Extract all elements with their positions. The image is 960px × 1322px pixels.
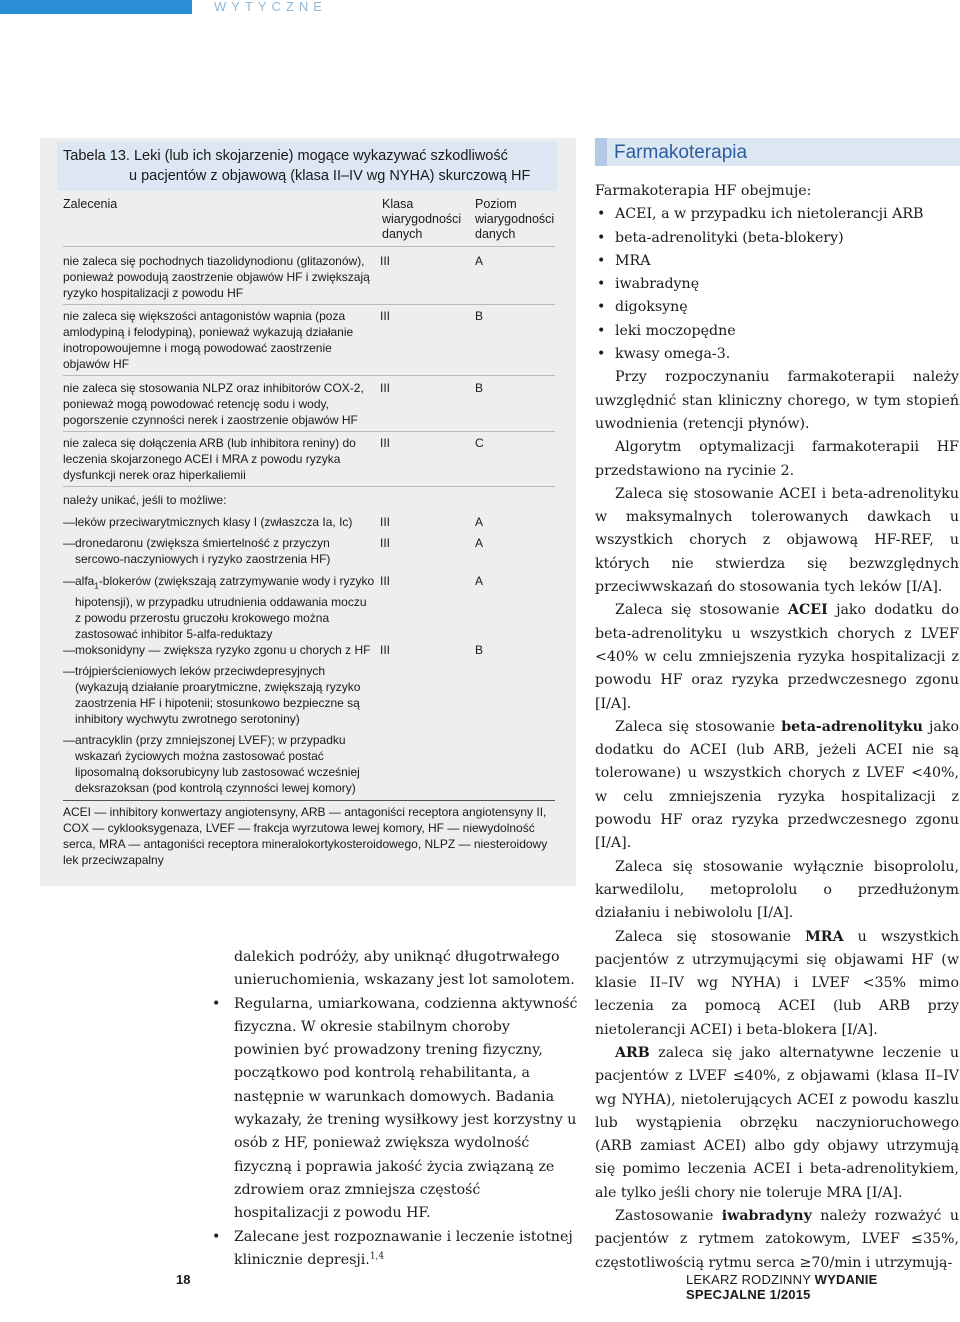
list-item: • ACEI, a w przypadku ich nietolerancji ARB xyxy=(597,206,924,223)
table-footnote: ACEI — inhibitory konwertazy angiotensyny, ARB — antagoniści receptora angiotensyny II, COX — cyklooksygenaza, LVEF — frakcja wyrzutowa lewej komory, HF — niewydolność serca, MRA — antagoniści receptora mineralokortykosteroidowego, NLPZ — niesteroidowy lek przeciwzapalny xyxy=(63,805,548,867)
row-level: A xyxy=(475,254,484,268)
avoid-intro: należy unikać, jeśli to możliwe: xyxy=(63,493,227,507)
table-row: nie zaleca się większości antagonistów wapnia (poza amlodypiną i felodypiną), ponieważ wykazują działanie inotropowoujemne i mogą powodować zaostrzenie objawów HF xyxy=(63,309,354,371)
table-rule xyxy=(63,304,555,305)
section-label: WYTYCZNE xyxy=(214,0,327,14)
list-item: • beta-adrenolityki (beta-blokery) xyxy=(597,229,844,246)
row-level: A xyxy=(475,574,484,588)
row-level: B xyxy=(475,643,484,657)
list-item: • digoksynę xyxy=(597,299,688,316)
col-header-class: Klasa wiarygodności danych xyxy=(382,197,462,241)
row-class: III xyxy=(380,381,391,395)
list-item: • iwabradynę xyxy=(597,276,700,293)
row-class: III xyxy=(380,515,391,529)
list-item: • Zalecane jest rozpoznawanie i leczenie istotnej klinicznie depresji.$^{1,4}$ xyxy=(212,1228,573,1268)
table-rule xyxy=(63,246,555,247)
table-rule xyxy=(63,375,555,376)
row-level: C xyxy=(475,436,484,450)
col-header-level: Poziom wiarygodności danych xyxy=(475,197,555,241)
list-item: • MRA xyxy=(597,252,651,269)
row-class: III xyxy=(380,254,391,268)
table-rule xyxy=(63,800,555,801)
section-heading: Farmakoterapia xyxy=(614,142,748,163)
lower-text: dalekich podróży, aby uniknąć długotrwałego unieruchomienia, wskazany jest lot samolotem. • Regularna, umiarkowana, codzienna aktywność fizyczna. W okresie stabilnym choroby powinien być prowadzony trening fizyczny, początkowo pod kontrolą rehabilitanta, a następnie w warunkach domowych. Badania wykazały, że trening wysiłkowy jest korzystny u osób z HF, ponieważ zwiększa wydolność fizyczną i poprawia jakość życia związaną ze zdrowiem oraz zmniejsza częstość hospitalizacji z powodu HF. • Zalecane jest rozpoznawanie i leczenie istotnej klinicznie depresji.$^{1,4}$ xyxy=(210,946,578,1272)
table-row: nie zaleca się dołączenia ARB (lub inhibitora reniny) do leczenia skojarzonego ACEI i MRA z powodu ryzyka dysfunkcji nerek oraz hiperkaliemii xyxy=(63,436,356,482)
list-item: • leki moczopędne xyxy=(597,322,736,339)
list-item: • Regularna, umiarkowana, codzienna aktywność fizyczna. W okresie stabilnym choroby powinien być prowadzony trening fizyczny, początkowo pod kontrolą rehabilitanta, a następnie w warunkach domowych. Badania wykazały, że trening wysiłkowy jest korzystny u osób z HF, ponieważ zwiększa wydolność fizyczną i poprawia jakość życia związaną ze zdrowiem oraz zmniejsza częstość hospitalizacji z powodu HF. xyxy=(212,995,578,1222)
page-number: 18 xyxy=(176,1272,191,1287)
list-item: • kwasy omega-3. xyxy=(597,346,731,363)
row-class: III xyxy=(380,536,391,550)
row-class: III xyxy=(380,643,391,657)
right-column-text: Farmakoterapia HF obejmuje: • ACEI, a w przypadku ich nietolerancji ARB • beta-adrenolityki (beta-blokery) • MRA • iwabradynę • digoksynę • leki moczopędne • kwasy omega-3. Przy rozpoczynaniu farmakoterapii należy uwzględnić stan kliniczny chorego, w tym stopień uwodnienia (retencji płynów). Algorytm optymalizacji farmakoterapii HF przedstawiono na rycinie 2. Zaleca się stosowanie ACEI i beta-adrenolityku w maksymalnych tolerowanych dawkach u wszystkich chorych z objawową HF-REF, u których nie stwierdza się bezwzględnych przeciwwskazań do stosowania tych leków [I/A]. Zaleca się stosowanie ACEI jako dodatku do beta-adrenolityku u wszystkich chorych z LVEF <40% w celu zmniejszenia ryzyka hospitalizacji z powodu HF oraz ryzyka przedwczesnego zgonu [I/A]. Zaleca się stosowanie beta-adrenolityku jako dodatku do ACEI (lub ARB, jeżeli ACEI nie są tolerowane) u wszystkich chorych z LVEF <40%, w celu zmniejszenia ryzyka hospitalizacji z powodu HF oraz ryzyka przedwczesnego zgonu [I/A]. Zaleca się stosowanie wyłącznie bisoprololu, karwedilolu, metoprololu o przedłużonym działaniu i nebiwololu [I/A]. Zaleca się stosowanie MRA u wszystkich pacjentów z utrzymującymi się objawami HF (w klasie II–IV wg NYHA) i LVEF <35% mimo leczenia za pomocą ACEI (lub ARB przy nietolerancji ACEI) i beta-blokera [I/A]. ARB zaleca się jako alternatywne leczenie u pacjentów z LVEF ≤40%, z objawami (klasa II–IV wg NYHA), nietolerujących ACEI z powodu kaszlu lub wystąpienia obrzęku naczynioruchowego (ARB zamiast ACEI) albo gdy objawy utrzymują się pomimo leczenia ACEI i beta-adrenolitykiem, ale tylko jeśli chory nie toleruje MRA [I/A]. Zastosowanie iwabradyny należy rozważyć u pacjentów z rytmem zatokowym, LVEF ≤35%, częstotliwością rytmu serca ≥70/min i utrzymują- xyxy=(595,183,960,1271)
col-header-recommendation: Zalecenia xyxy=(63,197,118,211)
row-level: A xyxy=(475,536,484,550)
table-title: Tabela 13. Leki (lub ich skojarzenie) mogące wykazywać szkodliwość u pacjentów z objawową (klasa II–IV wg NYHA) skurczową HF xyxy=(63,148,531,184)
header-accent-bar xyxy=(0,0,192,14)
section-heading-bar xyxy=(595,138,607,166)
row-class: III xyxy=(380,436,391,450)
row-level: B xyxy=(475,381,484,395)
row-level: A xyxy=(475,515,484,529)
table-rule xyxy=(63,486,555,487)
journal-name: LEKARZ RODZINNY WYDANIE SPECJALNE 1/2015 xyxy=(686,1272,878,1302)
table-rule xyxy=(63,431,555,432)
row-class: III xyxy=(380,309,391,323)
row-class: III xyxy=(380,574,391,588)
table-row: nie zaleca się stosowania NLPZ oraz inhibitorów COX-2, ponieważ mogą powodować retencję sodu i wody, pogorszenie czynności nerek i zaostrzenie objawów HF xyxy=(63,381,364,427)
table-row: nie zaleca się pochodnych tiazolidynodionu (glitazonów), ponieważ powodują zaostrzenie objawów HF i zwiększają ryzyko hospitalizacji z powodu HF xyxy=(63,254,370,300)
row-level: B xyxy=(475,309,484,323)
